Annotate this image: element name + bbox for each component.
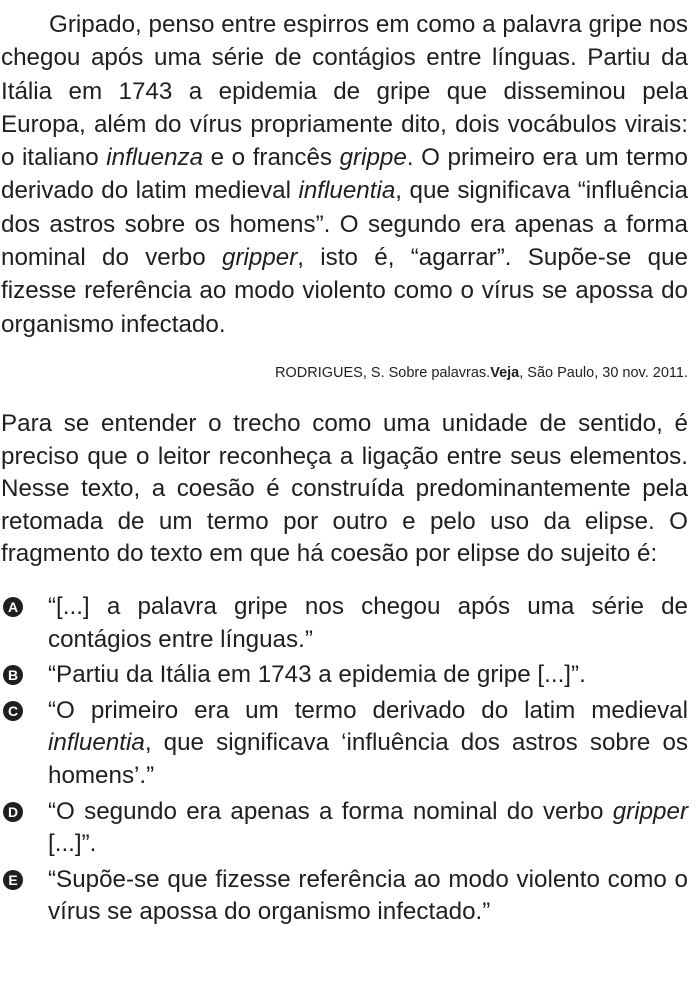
italic-word-influentia: influentia [298, 177, 396, 205]
passage-text: Gripado, penso entre espirros em como a palavra gripe nos chegou após uma série de contágios entre línguas. Partiu da Itália em 1743 a epidemia de gripe que disseminou pela Europa, além do vírus propriamente dito, dois vocábulos virais: o italiano [1, 11, 688, 172]
option-b[interactable] [1, 659, 688, 692]
question-prompt: Para se entender o trecho como uma unidade de sentido, é preciso que o leitor reconheça a ligação entre seus elementos. Nesse texto, a coesão é construída predominantemente pela retomada de um termo por outro e pelo uso da elipse. O fragmento do texto em que há coesão por elipse do sujeito é: [1, 409, 688, 568]
passage-text: , que significava “influência dos astros sobre os homens”. O segundo era apenas a forma nominal do verbo [1, 177, 688, 272]
italic-word-influenza: influenza [106, 144, 204, 172]
option-c-italic-word: influentia [48, 729, 145, 757]
option-c-text-end: , que significava ‘influência dos astros sobre os homens’.” [48, 729, 688, 789]
answer-options [1, 591, 688, 929]
option-a-text: “[...] a palavra gripe nos chegou após uma série de contágios entre línguas.” [48, 592, 688, 653]
passage-text: , isto é, “agarrar”. Supõe-se que fizesse referência ao modo violento como o vírus se apossa do organismo infectado. [1, 244, 688, 338]
option-d-text [48, 798, 688, 858]
option-b-badge: B [3, 665, 23, 685]
italic-word-grippe: grippe [339, 144, 407, 172]
option-a[interactable] [1, 591, 688, 656]
italic-word-gripper: gripper [222, 244, 298, 272]
source-passage [1, 8, 688, 341]
option-e-badge: E [3, 870, 23, 890]
option-d-text-end: [...]”. [48, 830, 97, 858]
option-d[interactable] [1, 796, 688, 861]
option-e[interactable] [1, 864, 688, 929]
citation-source: Veja [490, 364, 520, 381]
citation-details: , São Paulo, 30 nov. 2011. [519, 364, 688, 381]
option-c-badge: C [3, 701, 23, 721]
citation-author: RODRIGUES, S. Sobre palavras. [275, 364, 491, 381]
option-c-text [48, 697, 688, 789]
option-c[interactable] [1, 695, 688, 793]
option-d-italic-word: gripper [612, 797, 688, 825]
option-b-text: “Partiu da Itália em 1743 a epidemia de gripe [...]”. [48, 661, 586, 689]
option-d-text-start: “O segundo era apenas a forma nominal do verbo [48, 797, 613, 825]
option-e-text: “Supõe-se que fizesse referência ao modo violento como o vírus se apossa do organismo infectado.” [48, 865, 688, 926]
passage-text: e o francês [203, 144, 340, 172]
passage-text: . O primeiro era um termo derivado do latim medieval [1, 144, 688, 205]
option-d-badge: D [3, 802, 23, 822]
option-c-text-start: “O primeiro era um termo derivado do latim medieval [48, 696, 688, 724]
option-a-badge: A [3, 597, 23, 617]
citation [1, 363, 688, 383]
